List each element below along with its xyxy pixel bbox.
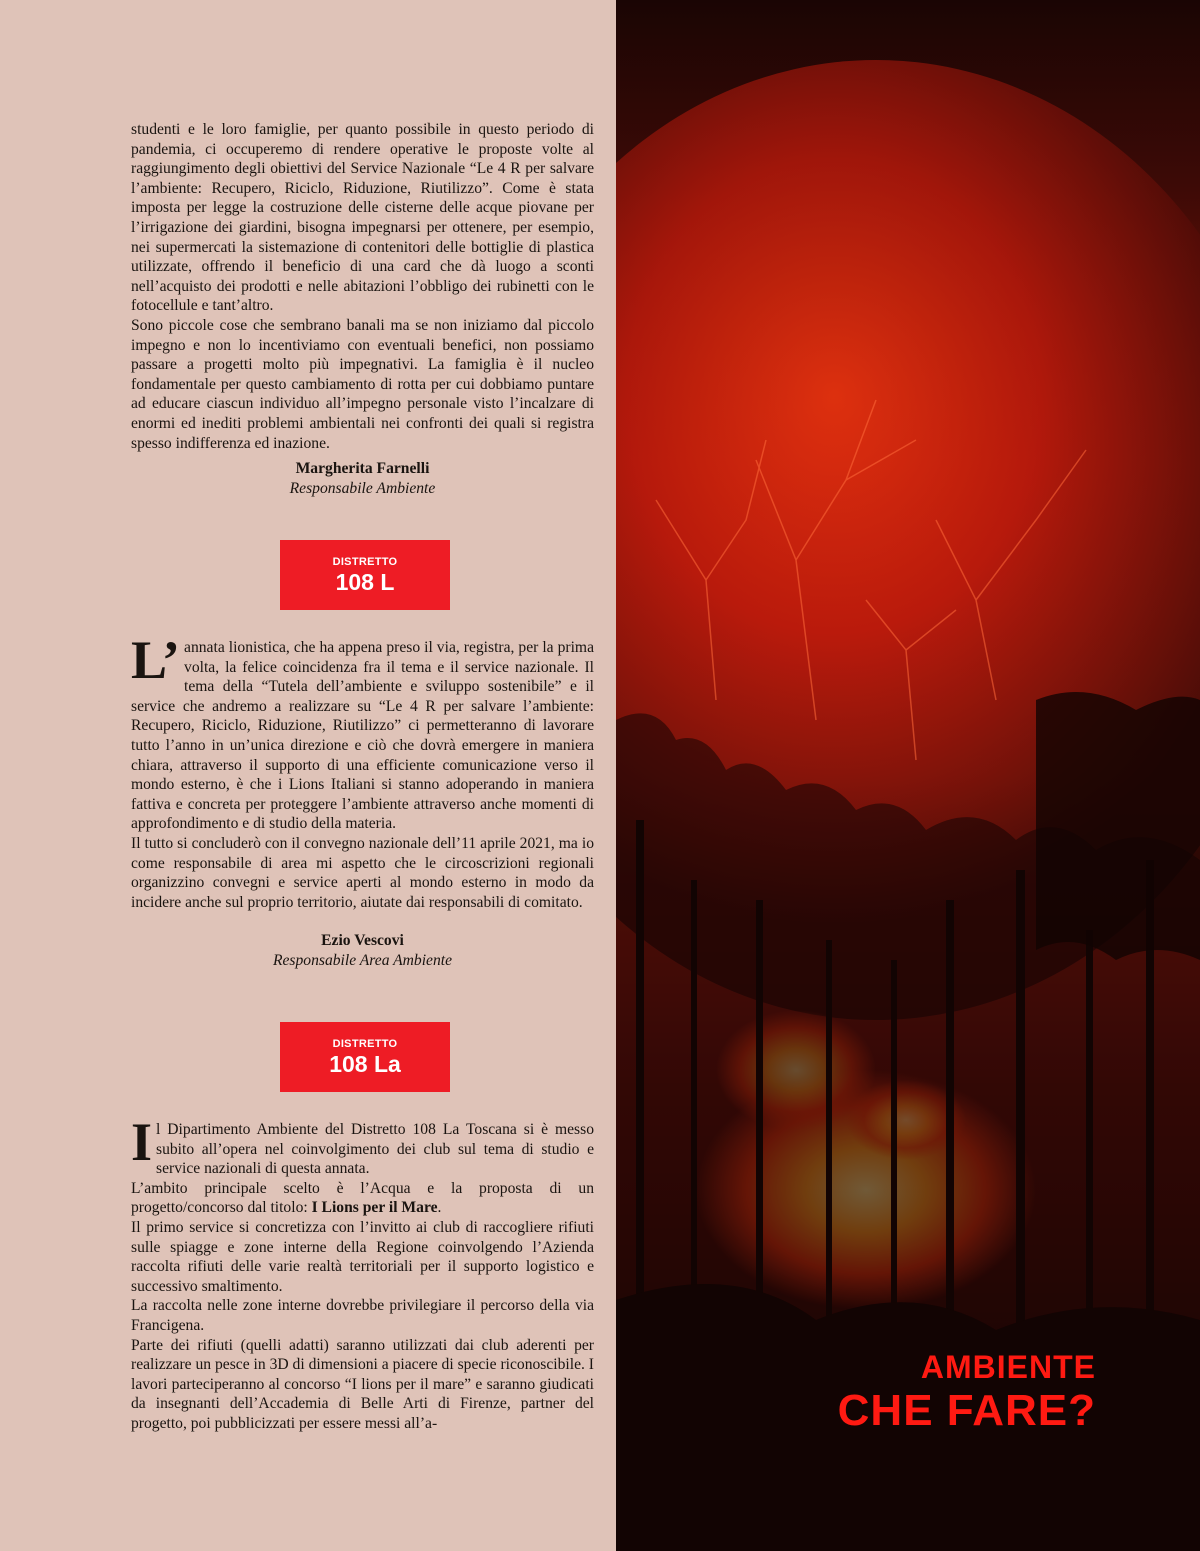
author-role: Responsabile Ambiente (289, 480, 436, 497)
paragraph: Parte dei rifiuti (quelli adatti) saranno utilizzati dai club aderenti per realizzare un pesce in 3D di dimensioni a piacere di specie riconoscibile. I lavori parteciperanno al concorso “I lions per il mare” e saranno giudicati da insegnanti dell’Accademia di Belle Arti di Firenze, partner del progetto, poi pubblicizzati per essere messi all’a- (131, 1336, 594, 1432)
author-role: Responsabile Area Ambiente (272, 952, 452, 969)
paragraph (131, 630, 594, 834)
paragraph: Il tutto si concluderò con il convegno nazionale dell’11 aprile 2021, ma io come responsabile di area mi aspetto che le circoscrizioni regionali organizzino convegni e service aperti al mondo esterno in modo da incidere anche sul proprio territorio, aiutate dai responsabili di comitato. (131, 834, 594, 911)
badge-district: 108 L (335, 569, 395, 595)
signature-2 (131, 931, 594, 971)
paragraph-text: l Dipartimento Ambiente del Distretto 108 La Toscana si è messo subito all’opera nel coinvolgimento dei club sul tema di studio e service nazionali di questa annata. (156, 1121, 594, 1178)
section-2-text (131, 630, 594, 912)
project-title: I Lions per il Mare (311, 1199, 438, 1217)
paragraph: La raccolta nelle zone interne dovrebbe privilegiare il percorso della via Francigena. (131, 1297, 594, 1334)
badge-label: DISTRETTO (332, 1038, 398, 1050)
section-1-text (131, 120, 594, 453)
forest-fire-photo (616, 0, 1200, 1551)
signature-1 (131, 459, 594, 499)
text: L’ambito principale scelto è l’Acqua e la proposta di un progetto/concorso dal titolo: (131, 1179, 594, 1217)
headline-line-1: AMBIENTE (920, 1349, 1096, 1385)
paragraph: Il primo service si concretizza con l’invitto ai club di raccogliere rifiuti sulle spiagge e zone interne della Regione coinvolgendo l’Azienda raccolta rifiuti delle varie realtà territoriali per il supporto logistico e successivo smaltimento. (131, 1218, 594, 1295)
paragraph (131, 1112, 594, 1179)
paragraph-text: annata lionistica, che ha appena preso il via, registra, per la prima volta, la felice coincidenza fra il tema e il service nazionale. Il tema della “Tutela dell’ambiente e sviluppo sostenibile” e il service che andremo a realizzare su “Le 4 R per salvare l’ambiente: Recupero, Riciclo, Riduzione, Riutilizzo” ci permetteranno di lavorare tutto l’anno in un’unica direzione e ciò che dovrà emergere in maniera chiara, attraverso il supporto di una efficiente comunicazione verso il mondo esterno, è che i Lions Italiani si stanno adoperando in maniera fattiva e concreta per proteggere l’ambiente attraverso anche momenti di approfondimento e di studio della materia. (131, 639, 594, 833)
paragraph (131, 1179, 594, 1218)
text: . (437, 1199, 442, 1217)
paragraph: studenti e le loro famiglie, per quanto possibile in questo periodo di pandemia, ci occuperemo di rendere operative le proposte volte al raggiungimento degli obiettivi del Service Nazionale “Le 4 R per salvare l’ambiente: Recupero, Riciclo, Riduzione, Riutilizzo”. Come è stata imposta per legge la costruzione delle cisterne delle acque piovane per l’irrigazione dei giardini, bisogna impegnarsi per ottenere, per esempio, nei supermercati la sistemazione di contenitori delle bottiglie di plastica utilizzate, offrendo il beneficio di una card che dà luogo a sconti nell’acquisto dei prodotti e nelle abitazioni l’obbligo dei rubinetti con le fotocellule e tant’altro. (131, 121, 594, 315)
badge-label: DISTRETTO (332, 556, 398, 568)
author-name: Ezio Vescovi (321, 932, 404, 949)
section-3-text (131, 1112, 594, 1434)
author-name: Margherita Farnelli (295, 460, 430, 477)
badge-district: 108 La (329, 1051, 401, 1077)
district-badge-108l (280, 540, 450, 610)
drop-cap: L’ (131, 630, 181, 690)
headline-line-2: CHE FARE? (837, 1386, 1096, 1435)
paragraph: Sono piccole cose che sembrano banali ma se non iniziamo dal piccolo impegno e non lo incentiviamo con eventuali benefici, non possiamo passare a progetti molto più impegnativi. La famiglia è il nucleo fondamentale per questo cambiamento di rotta per cui dobbiamo puntare ad educare ciascun individuo all’impegno personale visto l’incalzare di enormi ed inediti problemi ambientali nei confronti dei quali si registra spesso indifferenza ed inazione. (131, 316, 594, 452)
district-badge-108la (280, 1022, 450, 1092)
fire-illustration (616, 0, 1200, 1551)
drop-cap: I (131, 1112, 153, 1172)
